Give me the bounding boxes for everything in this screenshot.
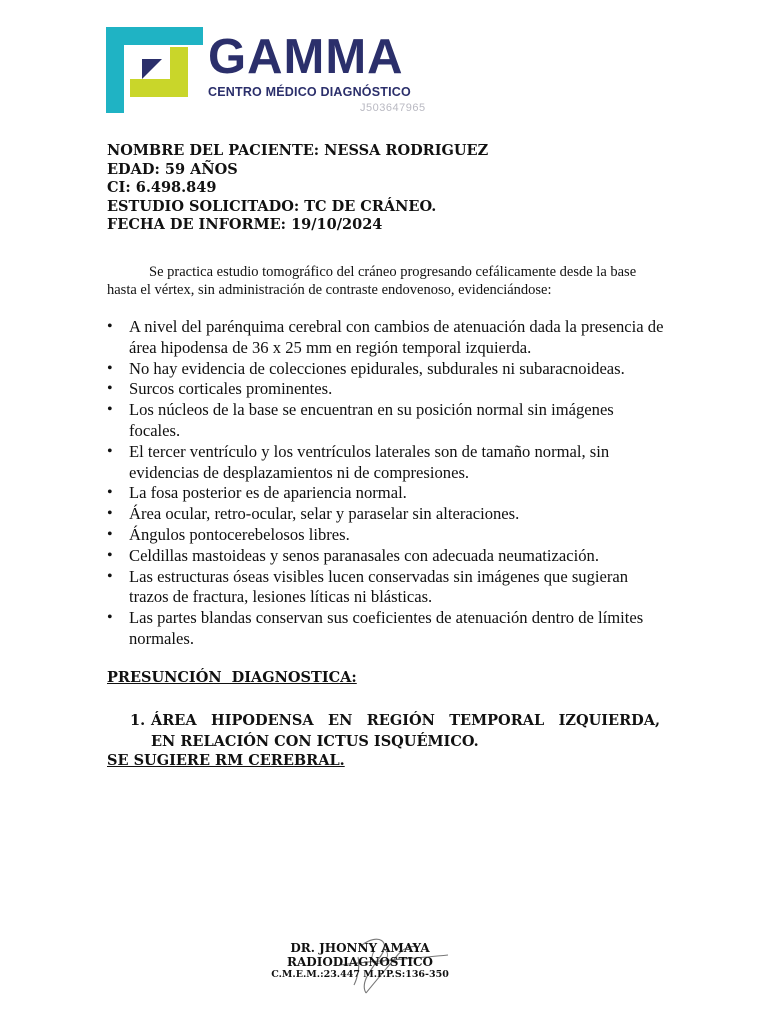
- report-date: FECHA DE INFORME: 19/10/2024: [107, 216, 383, 233]
- bullet-icon: •: [107, 359, 113, 377]
- brand-subtitle: CENTRO MÉDICO DIAGNÓSTICO: [208, 85, 411, 99]
- brand-name: GAMMA: [208, 30, 404, 84]
- list-item: [107, 317, 667, 359]
- bullet-icon: •: [107, 318, 113, 335]
- list-item: [107, 359, 667, 380]
- finding-text: Las estructuras óseas visibles lucen conservadas sin imágenes que sugieran trazos de fractura, lesiones líticas ni blásticas.: [129, 566, 629, 607]
- doctor-specialty: RADIODIAGNOSTICO: [287, 955, 433, 969]
- finding-text: Área ocular, retro-ocular, selar y paraselar sin alteraciones.: [129, 504, 520, 524]
- diagnosis-item: [130, 711, 660, 752]
- bullet-icon: •: [107, 525, 113, 543]
- recommendation: SE SUGIERE RM CEREBRAL.: [107, 752, 345, 769]
- list-item: [107, 567, 667, 609]
- list-item: [107, 400, 667, 442]
- list-item: [107, 379, 667, 400]
- finding-text: A nivel del parénquima cerebral con cambios de atenuación dada la presencia de área hipodensa de 36 x 25 mm en región temporal izquierda.: [129, 317, 664, 357]
- diagnosis-word: TEMPORAL: [449, 712, 545, 729]
- finding-text: Las partes blandas conservan sus coeficientes de atenuación dentro de límites normales.: [129, 608, 644, 648]
- diagnosis-number: 1.: [130, 712, 146, 729]
- bullet-icon: •: [107, 505, 113, 523]
- bullet-icon: •: [107, 484, 113, 502]
- bullet-icon: •: [107, 609, 113, 627]
- company-logo: [106, 27, 436, 117]
- list-item: [107, 483, 667, 504]
- list-item: [107, 442, 667, 484]
- doctor-registry: C.M.E.M.:23.447 M.P.P.S:136-350: [271, 969, 449, 980]
- finding-text: No hay evidencia de colecciones epidurales, subdurales ni subaracnoideas.: [129, 358, 625, 378]
- patient-name: NOMBRE DEL PACIENTE: NESSA RODRIGUEZ: [107, 142, 489, 159]
- diagnosis-word: ÁREA: [151, 712, 197, 729]
- findings-list: [107, 317, 667, 650]
- list-item: [107, 525, 667, 546]
- bullet-icon: •: [107, 567, 113, 585]
- bullet-icon: •: [107, 546, 113, 564]
- diagnosis-word: EN: [328, 712, 353, 729]
- list-item: [107, 546, 667, 567]
- list-item: [107, 504, 667, 525]
- finding-text: Celdillas mastoideas y senos paranasales con adecuada neumatización.: [129, 545, 599, 565]
- patient-ci: CI: 6.498.849: [107, 179, 217, 196]
- finding-text: Ángulos pontocerebelosos libres.: [129, 524, 350, 544]
- requested-study: ESTUDIO SOLICITADO: TC DE CRÁNEO.: [107, 197, 437, 215]
- finding-text: El tercer ventrículo y los ventrículos laterales son de tamaño normal, sin evidencias de desplazamientos ni de compresiones.: [129, 441, 610, 482]
- patient-header: [107, 142, 488, 235]
- diagnosis-word: REGIÓN: [366, 712, 435, 729]
- finding-text: Los núcleos de la base se encuentran en su posición normal sin imágenes focales.: [129, 400, 614, 440]
- doctor-name: DR. JHONNY AMAYA: [290, 941, 430, 955]
- list-item: [107, 608, 667, 650]
- patient-age: EDAD: 59 AÑOS: [107, 160, 238, 178]
- intro-paragraph: [107, 263, 667, 299]
- diagnosis-word: IZQUIERDA,: [558, 712, 660, 729]
- diagnosis-line-2: EN RELACIÓN CON ICTUS ISQUÉMICO.: [151, 732, 479, 750]
- intro-text: Se practica estudio tomográfico del cráneo progresando cefálicamente desde la base hasta el vértex, sin administración de contraste endovenoso, evidenciándose:: [107, 264, 637, 298]
- rif-number: J503647965: [360, 102, 426, 114]
- gamma-logo-icon: [106, 27, 203, 113]
- diagnosis-line-1: [151, 711, 660, 732]
- diagnosis-word: HIPODENSA: [211, 712, 314, 729]
- bullet-icon: •: [107, 401, 113, 419]
- diagnosis-title: PRESUNCIÓN DIAGNOSTICA:: [107, 669, 357, 686]
- finding-text: Surcos corticales prominentes.: [129, 379, 333, 399]
- bullet-icon: •: [107, 442, 113, 460]
- bullet-icon: •: [107, 380, 113, 398]
- finding-text: La fosa posterior es de apariencia normal.: [129, 483, 407, 503]
- signature-block: [260, 935, 460, 1000]
